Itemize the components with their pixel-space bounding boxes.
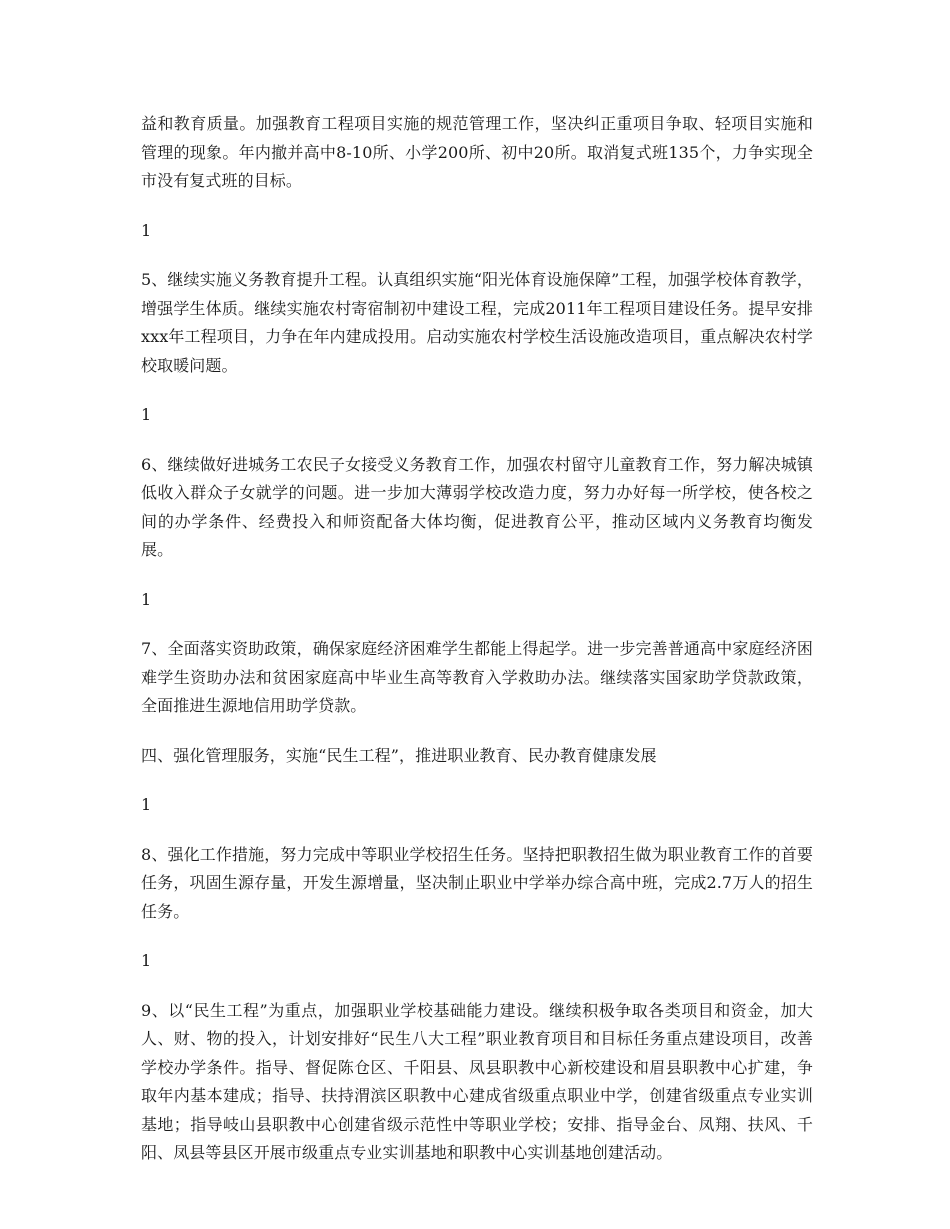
page-marker: 1 — [141, 951, 152, 970]
section-heading-four: 四、强化管理服务，实施“民生工程”，推进职业教育、民办教育健康发展 — [141, 745, 657, 765]
paragraph-item-5: 5、继续实施义务教育提升工程。认真组织实施“阳光体育设施保障”工程，加强学校体育教学，增强学生体质。继续实施农村寄宿制初中建设工程，完成2011年工程项目建设任务。提早安排xxx年工程项目，力争在年内建成投用。启动实施农村学校生活设施改造项目，重点解决农村学校取暖问题。 — [141, 270, 813, 375]
page-marker: 1 — [141, 405, 152, 424]
paragraph-item-8: 8、强化工作措施，努力完成中等职业学校招生任务。坚持把职教招生做为职业教育工作的首要任务，巩固生源存量，开发生源增量，坚决制止职业中学举办综合高中班，完成2.7万人的招生任务。 — [141, 844, 813, 921]
paragraph-item-6: 6、继续做好进城务工农民子女接受义务教育工作，加强农村留守儿童教育工作，努力解决城镇低收入群众子女就学的问题。进一步加大薄弱学校改造力度，努力办好每一所学校，使各校之间的办学条件、经费投入和师资配备大体均衡，促进教育公平，推动区域内义务教育均衡发展。 — [141, 454, 813, 559]
page-marker: 1 — [141, 795, 152, 814]
document-page — [141, 110, 813, 1189]
page-marker: 1 — [141, 589, 152, 609]
paragraph-item-9: 9、以“民生工程”为重点，加强职业学校基础能力建设。继续积极争取各类项目和资金，加大人、财、物的投入，计划安排好“民生八大工程”职业教育项目和目标任务重点建设项目，改善学校办学条件。指导、督促陈仓区、千阳县、凤县职教中心新校建设和眉县职教中心扩建，争取年内基本建成；指导、扶持渭滨区职教中心建成省级重点职业中学，创建省级重点专业实训基地；指导岐山县职教中心创建省级示范性中等职业学校；安排、指导金台、凤翔、扶风、千阳、凤县等县区开展市级重点专业实训基地和职教中心实训基地创建活动。 — [141, 1000, 813, 1162]
paragraph-item-7: 7、全面落实资助政策，确保家庭经济困难学生都能上得起学。进一步完善普通高中家庭经济困难学生资助办法和贫困家庭高中毕业生高等教育入学救助办法。继续落实国家助学贷款政策，全面推进生源地信用助学贷款。 — [141, 639, 813, 715]
paragraph-education-quality: 益和教育质量。加强教育工程项目实施的规范管理工作，坚决纠正重项目争取、轻项目实施和管理的现象。年内撤并高中8-10所、小学200所、初中20所。取消复式班135个，力争实现全市没有复式班的目标。 — [141, 114, 813, 190]
page-marker: 1 — [141, 220, 152, 240]
